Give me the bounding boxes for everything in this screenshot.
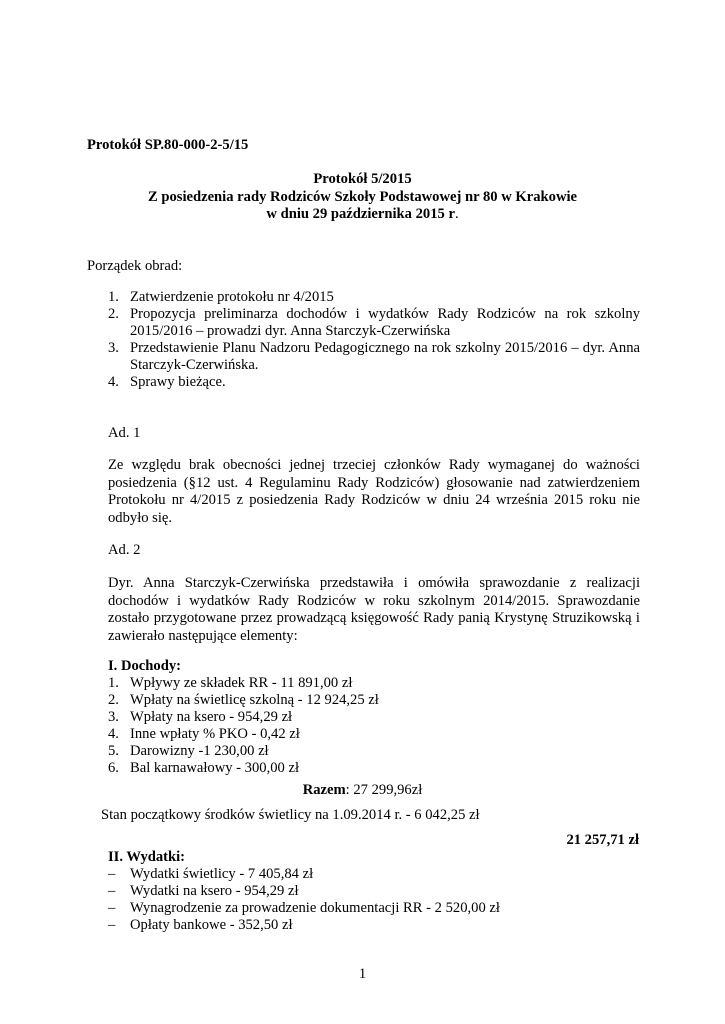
dash-bullet-icon: – <box>108 900 116 916</box>
ad1-heading: Ad. 1 <box>108 425 141 441</box>
expenses-heading: II. Wydatki: <box>108 849 186 865</box>
income-item-text: Wpłaty na świetlicę szkolną - 12 924,25 zł <box>130 692 379 708</box>
income-total-value: : 27 299,96zł <box>345 782 423 798</box>
income-item-number: 1. <box>108 675 119 691</box>
agenda-item-number: 3. <box>108 340 119 356</box>
ad2-line: Dyr. Anna Starczyk-Czerwińska przedstawiła i omówiła sprawozdanie z realizacji <box>108 575 640 591</box>
meeting-date: w dniu 29 października 2015 r <box>266 206 455 222</box>
agenda-item-number: 4. <box>108 374 119 390</box>
income-item-number: 2. <box>108 692 119 708</box>
grand-total: 21 257,71 zł <box>566 832 639 848</box>
agenda-item-text-continued: Starczyk-Czerwińska. <box>130 357 259 373</box>
income-item-number: 4. <box>108 726 119 742</box>
income-total <box>0 782 725 800</box>
document-title: Protokół 5/2015 <box>313 171 412 187</box>
income-item-text: Inne wpłaty % PKO - 0,42 zł <box>130 726 300 742</box>
ad2-line: zostało przygotowane przez prowadzącą księgowość Rady panią Krystynę Struzikowską i <box>108 610 640 627</box>
meeting-date-period: . <box>454 206 459 222</box>
ad2-line: dochodów i wydatków Rady Rodziców w roku szkolnym 2014/2015. Sprawozdanie <box>108 592 640 609</box>
agenda-item-number: 1. <box>108 289 119 305</box>
ad1-paragraph <box>108 457 640 527</box>
ad2-paragraph <box>108 575 640 645</box>
document-reference: Protokół SP.80-000-2-5/15 <box>87 137 249 153</box>
income-item-text: Darowizny -1 230,00 zł <box>130 743 269 759</box>
agenda-item-text-continued: 2015/2016 – prowadzi dyr. Anna Starczyk-Czerwińska <box>130 323 451 339</box>
expense-item-text: Wynagrodzenie za prowadzenie dokumentacji RR - 2 520,00 zł <box>130 900 500 916</box>
dash-bullet-icon: – <box>108 883 116 899</box>
agenda-item-text: Sprawy bieżące. <box>130 374 226 390</box>
income-item-number: 5. <box>108 743 119 759</box>
ad1-line: Protokołu nr 4/2015 z posiedzenia Rady Rodziców w dniu 24 września 2015 roku nie <box>108 492 640 509</box>
income-heading: I. Dochody: <box>108 658 181 674</box>
income-total-label: Razem <box>302 782 346 798</box>
ad1-line: Ze względu brak obecności jednej trzeciej członków Rady wymaganej do ważności <box>108 457 640 473</box>
document-subtitle: Z posiedzenia rady Rodziców Szkoły Podstawowej nr 80 w Krakowie <box>147 189 578 205</box>
income-item-text: Wpływy ze składek RR - 11 891,00 zł <box>130 675 353 691</box>
expense-item-text: Wydatki świetlicy - 7 405,84 zł <box>130 866 314 882</box>
income-item-number: 3. <box>108 709 119 725</box>
agenda-item-text: Przedstawienie Planu Nadzoru Pedagogicznego na rok szkolny 2015/2016 – dyr. Anna <box>130 340 640 356</box>
document-date-line <box>0 206 725 224</box>
initial-balance: Stan początkowy środków świetlicy na 1.09.2014 r. - 6 042,25 zł <box>101 807 480 823</box>
expense-item-text: Opłaty bankowe - 352,50 zł <box>130 917 293 933</box>
agenda-heading: Porządek obrad: <box>87 258 183 274</box>
agenda-item-number: 2. <box>108 306 119 322</box>
dash-bullet-icon: – <box>108 866 116 882</box>
page-number: 1 <box>358 966 367 982</box>
ad2-heading: Ad. 2 <box>108 542 141 558</box>
income-item-text: Bal karnawałowy - 300,00 zł <box>130 760 299 776</box>
dash-bullet-icon: – <box>108 917 116 933</box>
income-item-text: Wpłaty na ksero - 954,29 zł <box>130 709 293 725</box>
agenda-item-text: Propozycja preliminarza dochodów i wydatków Rady Rodziców na rok szkolny <box>130 306 640 322</box>
ad1-line: posiedzenia (§12 ust. 4 Regulaminu Rady Rodziców) głosowanie nad zatwierdzeniem <box>108 474 640 491</box>
ad2-line: zawierało następujące elementy: <box>108 627 298 644</box>
ad1-line: odbyło się. <box>108 509 173 526</box>
income-item-number: 6. <box>108 760 119 776</box>
expense-item-text: Wydatki na ksero - 954,29 zł <box>130 883 299 899</box>
agenda-item-text: Zatwierdzenie protokołu nr 4/2015 <box>130 289 334 305</box>
